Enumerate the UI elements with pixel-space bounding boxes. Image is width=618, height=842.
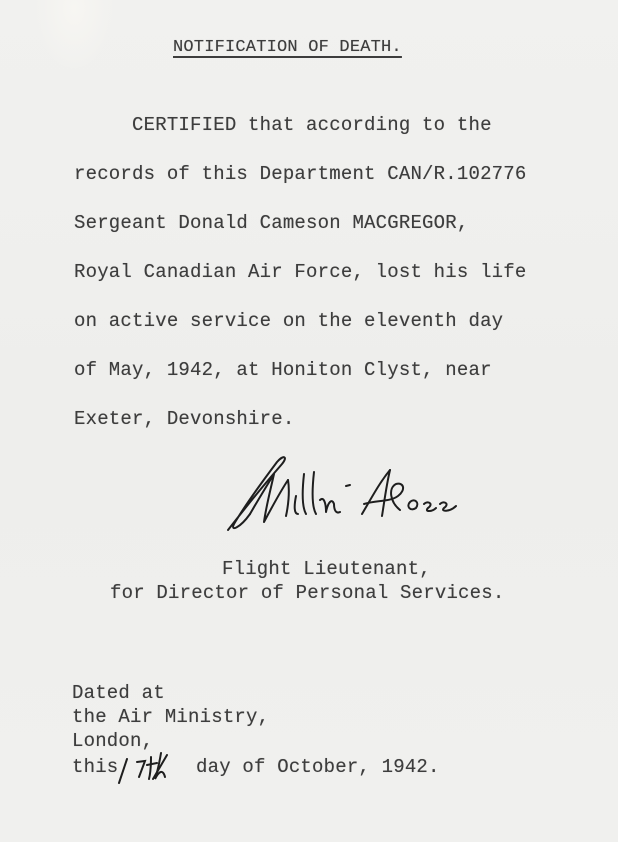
body-line-4: Royal Canadian Air Force, lost his life xyxy=(74,261,527,283)
dated-line-2: the Air Ministry, xyxy=(72,706,270,728)
document-title: NOTIFICATION OF DEATH. xyxy=(173,38,402,57)
body-line-1: CERTIFIED that according to the xyxy=(74,114,492,136)
dated-line-4-suffix: day of October, 1942. xyxy=(196,756,440,778)
dated-line-4-prefix: this xyxy=(72,756,119,778)
body-line-7: Exeter, Devonshire. xyxy=(74,408,295,430)
signatory-rank: Flight Lieutenant, xyxy=(222,558,431,580)
dated-line-3: London, xyxy=(72,730,154,752)
body-line-3: Sergeant Donald Cameson MACGREGOR, xyxy=(74,212,469,234)
dated-line-1: Dated at xyxy=(72,682,165,704)
body-line-2: records of this Department CAN/R.102776 xyxy=(74,163,527,185)
body-line-6: of May, 1942, at Honiton Clyst, near xyxy=(74,359,492,381)
signatory-office: for Director of Personal Services. xyxy=(110,582,505,604)
handwritten-signature xyxy=(222,452,492,537)
body-line-5: on active service on the eleventh day xyxy=(74,310,504,332)
handwritten-day xyxy=(117,747,181,787)
